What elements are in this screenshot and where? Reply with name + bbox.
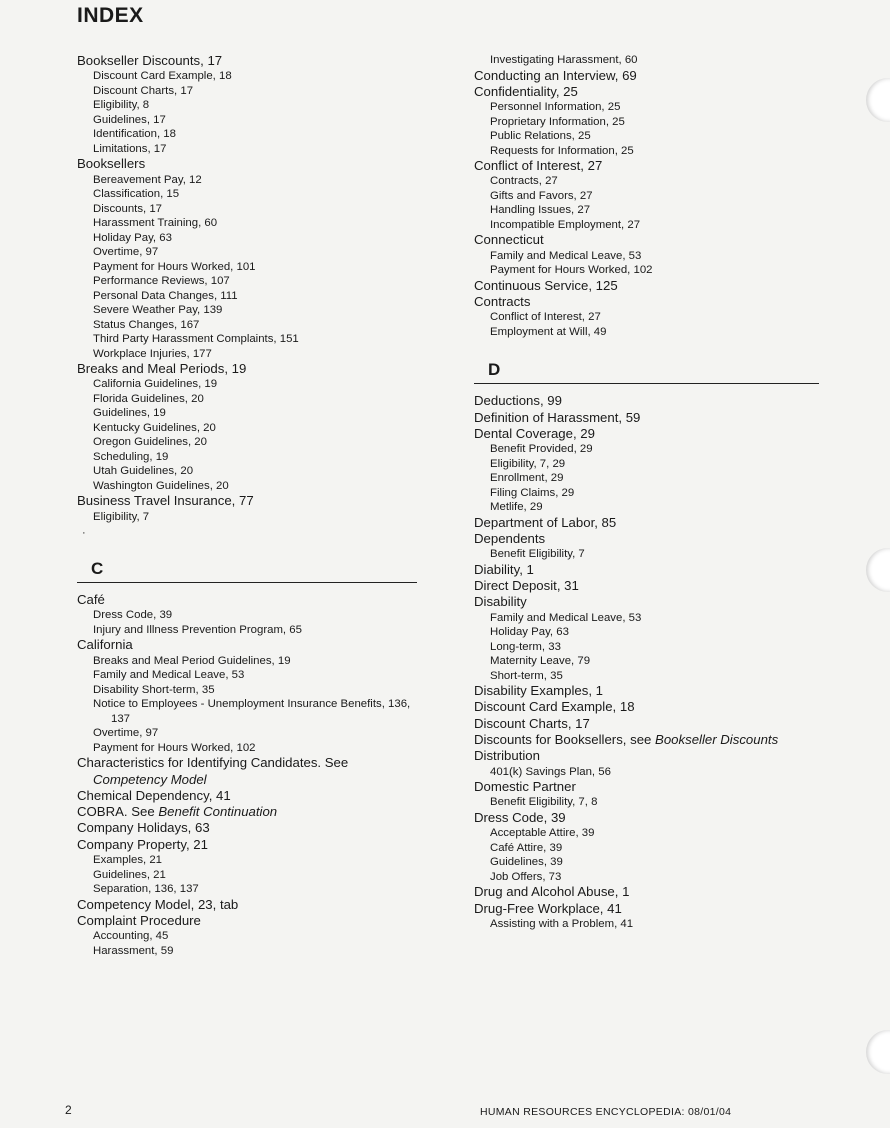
index-subentry: Payment for Hours Worked, 101: [93, 260, 256, 273]
index-entry: Diability, 1: [474, 561, 534, 577]
binder-hole: [866, 548, 890, 592]
index-entry: Drug and Alcohol Abuse, 1: [474, 884, 630, 900]
index-subentry: Injury and Illness Prevention Program, 65: [93, 623, 302, 636]
index-subentry: Requests for Information, 25: [490, 144, 634, 157]
see-reference: Benefit Continuation: [158, 804, 278, 820]
page-title: INDEX: [77, 4, 144, 27]
index-subentry: Workplace Injuries, 177: [93, 347, 212, 360]
index-subentry: Metlife, 29: [490, 501, 543, 514]
index-entry: Contracts: [474, 293, 531, 309]
index-entry: Disability: [474, 594, 527, 610]
index-entry: Distribution: [474, 748, 540, 764]
index-entry: Definition of Harassment, 59: [474, 409, 641, 425]
index-entry: Dress Code, 39: [474, 809, 566, 825]
index-subentry: Kentucky Guidelines, 20: [93, 421, 216, 434]
index-entry: Booksellers: [77, 156, 146, 172]
index-entry: Breaks and Meal Periods, 19: [77, 361, 247, 377]
index-entry: Company Holidays, 63: [77, 820, 210, 836]
index-subentry: Payment for Hours Worked, 102: [490, 264, 653, 277]
index-subentry: Benefit Eligibility, 7, 8: [490, 796, 598, 809]
entry-text: COBRA. See: [77, 804, 159, 820]
section-header-c: [77, 558, 417, 583]
index-entry: California: [77, 637, 133, 653]
index-subentry: Bereavement Pay, 12: [93, 173, 202, 186]
index-subentry: Utah Guidelines, 20: [93, 465, 194, 478]
index-subentry: Scheduling, 19: [93, 450, 169, 463]
index-subentry: Florida Guidelines, 20: [93, 392, 204, 405]
index-subentry: Café Attire, 39: [490, 841, 563, 854]
index-subentry: Short-term, 35: [490, 669, 563, 682]
index-subentry: Enrollment, 29: [490, 472, 564, 485]
binder-hole: [866, 78, 890, 122]
index-subentry: Employment at Will, 49: [490, 325, 607, 338]
index-column-left: [77, 53, 417, 958]
index-entry: [474, 732, 819, 748]
index-subentry: Accounting, 45: [93, 930, 169, 943]
index-subentry: Investigating Harassment, 60: [490, 54, 638, 66]
index-subentry: Holiday Pay, 63: [93, 231, 172, 244]
index-subentry: Incompatible Employment, 27: [490, 218, 641, 231]
running-footer: HUMAN RESOURCES ENCYCLOPEDIA: 08/01/04: [480, 1106, 732, 1118]
entry-text: Discounts for Booksellers, see: [474, 732, 656, 748]
section-letter: D: [488, 360, 501, 380]
index-subentry: Contracts, 27: [490, 175, 558, 188]
index-subentry: Personnel Information, 25: [490, 101, 621, 114]
index-subentry: Classification, 15: [93, 188, 180, 201]
section-divider: [474, 383, 819, 384]
index-subentry: Job Offers, 73: [490, 870, 562, 883]
index-subentry: Guidelines, 39: [490, 856, 563, 869]
section-header-d: [474, 359, 819, 384]
index-subentry: Harassment Training, 60: [93, 217, 218, 230]
index-subentry: Third Party Harassment Complaints, 151: [93, 333, 299, 346]
index-subentry: Gifts and Favors, 27: [490, 189, 593, 202]
binder-hole: [866, 1030, 890, 1074]
index-subentry: Discounts, 17: [93, 202, 163, 215]
index-entry: Company Property, 21: [77, 836, 208, 852]
index-subentry: Limitations, 17: [93, 142, 167, 155]
stray-mark: ·: [82, 527, 86, 540]
index-subentry: Status Changes, 167: [93, 318, 200, 331]
index-subentry: Harassment, 59: [93, 944, 174, 957]
index-entry: Discount Charts, 17: [474, 715, 590, 731]
index-entry: [77, 804, 417, 820]
index-subentry: Benefit Provided, 29: [490, 443, 593, 456]
index-subentry: Eligibility, 7: [93, 510, 150, 523]
index-entry: Connecticut: [474, 232, 544, 248]
index-subentry: Handling Issues, 27: [490, 204, 591, 217]
index-subentry: Performance Reviews, 107: [93, 275, 230, 288]
index-subentry: Guidelines, 17: [93, 113, 166, 126]
index-entry: Confidentiality, 25: [474, 83, 578, 99]
index-subentry: Proprietary Information, 25: [490, 115, 625, 128]
index-subentry: Public Relations, 25: [490, 130, 591, 143]
index-entry: Café: [77, 592, 105, 608]
index-entry: Conducting an Interview, 69: [474, 67, 637, 83]
index-subentry: Dress Code, 39: [93, 609, 173, 622]
index-subentry: Disability Short-term, 35: [93, 683, 215, 696]
index-subentry: Payment for Hours Worked, 102: [93, 741, 256, 754]
index-entry: Drug-Free Workplace, 41: [474, 900, 622, 916]
page-number: 2: [65, 1103, 72, 1117]
index-column-right: [474, 53, 819, 931]
index-entry: Discount Card Example, 18: [474, 699, 635, 715]
index-subentry: Personal Data Changes, 111: [93, 289, 238, 302]
index-entry: Disability Examples, 1: [474, 683, 603, 699]
index-subentry: Benefit Eligibility, 7: [490, 548, 585, 561]
section-letter: C: [91, 559, 104, 579]
see-reference: Bookseller Discounts: [655, 732, 779, 748]
index-entry: Chemical Dependency, 41: [77, 787, 231, 803]
index-subentry: Severe Weather Pay, 139: [93, 304, 223, 317]
index-subentry: 401(k) Savings Plan, 56: [490, 765, 611, 778]
index-entry: Dental Coverage, 29: [474, 425, 595, 441]
index-entry: Bookseller Discounts, 17: [77, 53, 223, 68]
index-subentry: Guidelines, 19: [93, 407, 166, 420]
entry-text: Characteristics for Identifying Candidates. See: [77, 755, 349, 771]
index-entry: Dependents: [474, 530, 546, 546]
index-subentry: Overtime, 97: [93, 246, 159, 259]
index-entry: Conflict of Interest, 27: [474, 158, 603, 174]
index-subentry: Conflict of Interest, 27: [490, 311, 601, 324]
index-subentry: Examples, 21: [93, 854, 163, 867]
index-subentry: Discount Charts, 17: [93, 84, 194, 97]
index-subentry: Separation, 136, 137: [93, 883, 199, 896]
index-subentry: Acceptable Attire, 39: [490, 827, 595, 840]
index-entry: Deductions, 99: [474, 393, 562, 409]
index-subentry: Holiday Pay, 63: [490, 626, 569, 639]
index-entry: Continuous Service, 125: [474, 277, 618, 293]
index-subentry: Overtime, 97: [93, 727, 159, 740]
index-subentry: Assisting with a Problem, 41: [490, 917, 634, 930]
index-entry: Direct Deposit, 31: [474, 578, 579, 594]
index-subentry: Filing Claims, 29: [490, 486, 575, 499]
index-entry: Complaint Procedure: [77, 912, 201, 928]
index-entry: Department of Labor, 85: [474, 514, 617, 530]
index-subentry: Notice to Employees - Unemployment Insurance Benefits, 136, 137: [93, 698, 411, 725]
index-subentry: Eligibility, 7, 29: [490, 457, 566, 470]
see-reference: Competency Model: [93, 771, 207, 787]
section-divider: [77, 582, 417, 583]
index-subentry: Identification, 18: [93, 128, 176, 141]
index-subentry: Washington Guidelines, 20: [93, 479, 229, 492]
index-entry: [77, 755, 417, 788]
index-entry: Business Travel Insurance, 77: [77, 493, 254, 509]
index-subentry: Discount Card Example, 18: [93, 70, 232, 83]
index-subentry: Long-term, 33: [490, 640, 561, 653]
index-subentry: Eligibility, 8: [93, 99, 150, 112]
index-subentry: California Guidelines, 19: [93, 378, 218, 391]
index-subentry: Family and Medical Leave, 53: [93, 669, 245, 682]
index-subentry: Breaks and Meal Period Guidelines, 19: [93, 654, 291, 667]
index-subentry: Family and Medical Leave, 53: [490, 249, 642, 262]
index-subentry: Family and Medical Leave, 53: [490, 611, 642, 624]
index-entry: Competency Model, 23, tab: [77, 896, 239, 912]
index-subentry: Oregon Guidelines, 20: [93, 436, 207, 449]
index-subentry: Maternity Leave, 79: [490, 655, 591, 668]
index-entry: Domestic Partner: [474, 779, 576, 795]
index-subentry: Guidelines, 21: [93, 868, 166, 881]
